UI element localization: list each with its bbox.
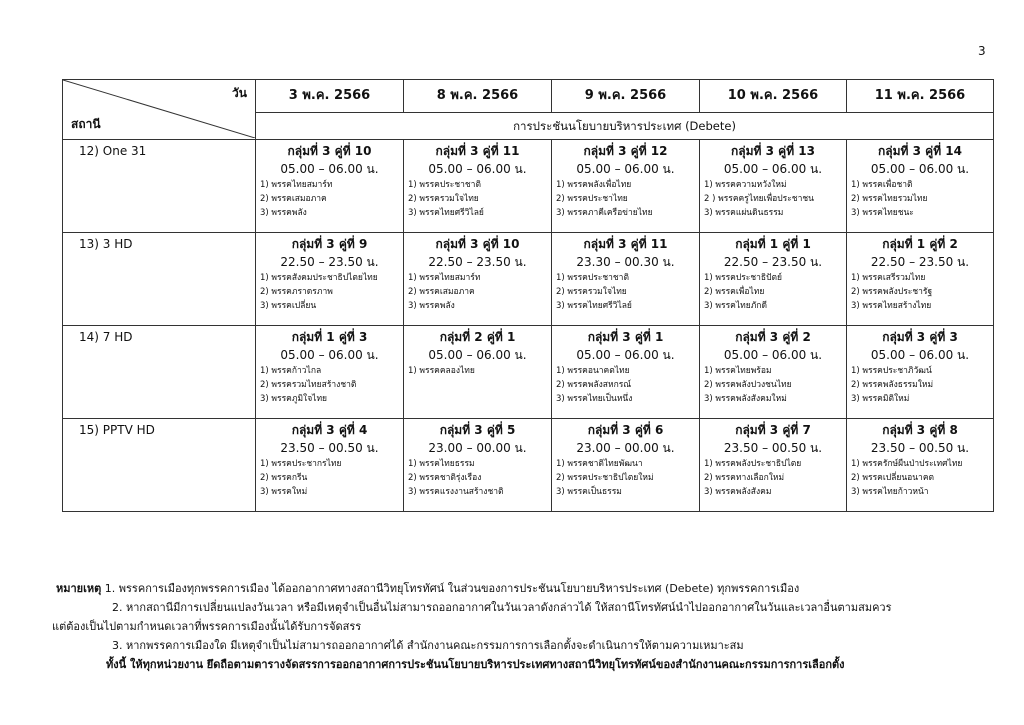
party-item: 3) พรรคพลังสังคมใหม่ xyxy=(704,394,787,404)
party-item: 3) พรรคพลัง xyxy=(260,208,307,218)
party-item: 3) พรรคมิติใหม่ xyxy=(851,394,910,404)
schedule-cell xyxy=(256,419,404,512)
party-item: 1) พรรครักษ์ผืนป่าประเทศไทย xyxy=(851,459,963,469)
party-item: 1) พรรคประชาชาติ xyxy=(408,180,481,190)
broadcast-time: 05.00 – 06.00 น. xyxy=(576,348,675,362)
broadcast-time: 05.00 – 06.00 น. xyxy=(428,348,527,362)
note-2-continued: แต่ต้องเป็นไปตามกำหนดเวลาที่พรรคการเมืองนั้นได้รับการจัดสรร xyxy=(52,620,362,633)
party-item: 3) พรรคเปลี่ยน xyxy=(260,301,317,311)
broadcast-time: 22.50 – 23.50 น. xyxy=(723,255,823,269)
note-4: ทั้งนี้ ให้ทุกหน่วยงาน ยึดถือตามตารางจัดสรรการออกอากาศการประชันนโยบายบริหารประเทศทางสถานีวิทยุโทรทัศน์ของสำนักงานคณะกรรมการการเลือกตั้ง xyxy=(106,658,845,671)
party-item: 3) พรรคไทยก้าวหน้า xyxy=(851,487,929,497)
group-pair-label: กลุ่มที่ 3 คู่ที่ 1 xyxy=(587,330,664,344)
schedule-cell xyxy=(256,326,404,419)
schedule-cell xyxy=(552,140,700,233)
party-item: 2) พรรคภราดรภาพ xyxy=(260,287,333,297)
group-pair-label: กลุ่มที่ 3 คู่ที่ 10 xyxy=(435,237,520,251)
schedule-cell xyxy=(847,419,994,512)
party-item: 1) พรรคความหวังใหม่ xyxy=(704,180,787,190)
party-item: 1) พรรคไทยสมาร์ท xyxy=(408,273,481,283)
group-pair-label: กลุ่มที่ 2 คู่ที่ 1 xyxy=(439,330,516,344)
schedule-cell xyxy=(552,233,700,326)
party-item: 3) พรรคภาคีเครือข่ายไทย xyxy=(556,208,653,218)
group-pair-label: กลุ่มที่ 1 คู่ที่ 2 xyxy=(882,237,958,251)
party-item: 3) พรรคไทยเป็นหนึ่ง xyxy=(556,394,633,404)
group-pair-label: กลุ่มที่ 3 คู่ที่ 9 xyxy=(291,237,368,251)
broadcast-time: 23.50 – 00.50 น. xyxy=(870,441,970,455)
party-item: 1) พรรคประชาชาติ xyxy=(556,273,629,283)
party-item: 2) พรรคกรีน xyxy=(260,473,308,483)
party-item: 2) พรรคพลังประชารัฐ xyxy=(851,287,933,297)
party-item: 2) พรรคประชาไทย xyxy=(556,194,628,204)
group-pair-label: กลุ่มที่ 3 คู่ที่ 8 xyxy=(882,423,958,437)
table-subtitle: การประชันนโยบายบริหารประเทศ (Debete) xyxy=(256,113,994,140)
broadcast-time: 05.00 – 06.00 น. xyxy=(723,162,823,176)
table-row xyxy=(63,326,994,419)
note-2: 2. หากสถานีมีการเปลี่ยนแปลงวันเวลา หรือมีเหตุจำเป็นอื่นไม่สามารถออกอากาศในวันเวลาดังกล่าวได้ ให้สถานีโทรทัศน์นำไปออกอากาศในวันและเวลาอื่นตามสมควร xyxy=(112,601,892,614)
group-pair-label: กลุ่มที่ 3 คู่ที่ 14 xyxy=(878,144,962,158)
notes-label: หมายเหตุ xyxy=(56,582,102,595)
broadcast-time: 05.00 – 06.00 น. xyxy=(280,348,379,362)
group-pair-label: กลุ่มที่ 1 คู่ที่ 1 xyxy=(735,237,811,251)
schedule-cell xyxy=(404,140,552,233)
broadcast-time: 05.00 – 06.00 น. xyxy=(870,162,970,176)
group-pair-label: กลุ่มที่ 1 คู่ที่ 3 xyxy=(291,330,368,344)
party-item: 1) พรรคไทยธรรม xyxy=(408,459,475,469)
group-pair-label: กลุ่มที่ 3 คู่ที่ 12 xyxy=(583,144,668,158)
station-label: สถานี xyxy=(71,117,101,131)
party-item: 1) พรรคอนาคตไทย xyxy=(556,366,630,376)
party-item: 2) พรรคเสมอภาค xyxy=(260,194,327,204)
schedule-cell xyxy=(404,233,552,326)
party-item: 3) พรรคไทยสร้างไทย xyxy=(851,301,932,311)
schedule-cell xyxy=(700,233,847,326)
party-item: 1) พรรคเสรีรวมไทย xyxy=(851,273,926,283)
group-pair-label: กลุ่มที่ 3 คู่ที่ 2 xyxy=(735,330,811,344)
notes-section xyxy=(52,579,1002,674)
date-header: 8 พ.ค. 2566 xyxy=(404,80,552,113)
schedule-cell xyxy=(256,140,404,233)
party-item: 1) พรรคเพื่อชาติ xyxy=(851,180,913,190)
date-header: 3 พ.ค. 2566 xyxy=(256,80,404,113)
broadcast-time: 22.50 – 23.50 น. xyxy=(870,255,970,269)
page-number: 3 xyxy=(978,44,986,58)
party-item: 2) พรรคพลังสหกรณ์ xyxy=(556,380,632,390)
schedule-cell xyxy=(700,140,847,233)
schedule-cell xyxy=(404,419,552,512)
party-item: 2) พรรคทางเลือกใหม่ xyxy=(704,473,785,483)
party-item: 2) พรรคไทยรวมไทย xyxy=(851,194,928,204)
party-item: 3) พรรคแรงงานสร้างชาติ xyxy=(408,487,504,497)
party-item: 1) พรรคก้าวไกล xyxy=(260,366,322,376)
note-1 xyxy=(52,579,1002,598)
table-row xyxy=(63,140,994,233)
party-item: 1) พรรคพลังเพื่อไทย xyxy=(556,180,632,190)
schedule-cell xyxy=(700,419,847,512)
party-item: 1) พรรคประชาธิปัตย์ xyxy=(704,273,782,283)
group-pair-label: กลุ่มที่ 3 คู่ที่ 4 xyxy=(291,423,368,437)
party-item: 1) พรรคคลองไทย xyxy=(408,366,475,376)
group-pair-label: กลุ่มที่ 3 คู่ที่ 11 xyxy=(435,144,520,158)
party-item: 2) พรรครวมใจไทย xyxy=(408,194,479,204)
broadcast-time: 05.00 – 06.00 น. xyxy=(428,162,527,176)
party-item: 2) พรรคพลังธรรมใหม่ xyxy=(851,380,934,390)
party-item: 3) พรรคภูมิใจไทย xyxy=(260,394,328,404)
party-item: 3) พรรคเป็นธรรม xyxy=(556,487,622,497)
party-item: 2) พรรคเปลี่ยนอนาคต xyxy=(851,473,935,483)
party-item: 1) พรรคไทยสมาร์ท xyxy=(260,180,333,190)
broadcast-time: 05.00 – 06.00 น. xyxy=(723,348,823,362)
party-item: 3) พรรคใหม่ xyxy=(260,487,308,497)
group-pair-label: กลุ่มที่ 3 คู่ที่ 5 xyxy=(439,423,516,437)
broadcast-time: 22.50 – 23.50 น. xyxy=(280,255,379,269)
broadcast-time: 23.30 – 00.30 น. xyxy=(576,255,675,269)
party-item: 1) พรรคประชากรไทย xyxy=(260,459,342,469)
broadcast-time: 05.00 – 06.00 น. xyxy=(280,162,379,176)
date-header: 9 พ.ค. 2566 xyxy=(552,80,700,113)
group-pair-label: กลุ่มที่ 3 คู่ที่ 10 xyxy=(287,144,372,158)
broadcast-time: 23.50 – 00.50 น. xyxy=(723,441,823,455)
note-1-text: 1. พรรคการเมืองทุกพรรคการเมือง ได้ออกอากาศทางสถานีวิทยุโทรทัศน์ ในส่วนของการประชันนโยบายบริหารประเทศ (Debete) ทุกพรรคการเมือง xyxy=(104,582,800,595)
party-item: 3) พรรคไทยภักดี xyxy=(704,301,767,311)
party-item: 1) พรรคไทยพร้อม xyxy=(704,366,772,376)
party-item: 3) พรรคแผ่นดินธรรม xyxy=(704,208,784,218)
broadcast-time: 23.50 – 00.50 น. xyxy=(280,441,379,455)
station-name: 14) 7 HD xyxy=(63,326,256,419)
party-item: 3) พรรคพลังสังคม xyxy=(704,487,772,497)
broadcast-time: 05.00 – 06.00 น. xyxy=(576,162,675,176)
group-pair-label: กลุ่มที่ 3 คู่ที่ 3 xyxy=(882,330,958,344)
station-name: 15) PPTV HD xyxy=(63,419,256,512)
group-pair-label: กลุ่มที่ 3 คู่ที่ 7 xyxy=(735,423,811,437)
table-row xyxy=(63,419,994,512)
party-item: 1) พรรคพลังประชาธิปไตย xyxy=(704,459,802,469)
group-pair-label: กลุ่มที่ 3 คู่ที่ 13 xyxy=(731,144,815,158)
broadcast-time: 23.00 – 00.00 น. xyxy=(576,441,675,455)
station-name: 13) 3 HD xyxy=(63,233,256,326)
party-item: 2 ) พรรคครูไทยเพื่อประชาชน xyxy=(704,194,814,204)
party-item: 2) พรรคประชาธิปไตยใหม่ xyxy=(556,473,654,483)
party-item: 2) พรรครวมไทยสร้างชาติ xyxy=(260,380,357,390)
party-item: 2) พรรคเสมอภาค xyxy=(408,287,475,297)
schedule-table xyxy=(62,79,994,512)
broadcast-time: 23.00 – 00.00 น. xyxy=(428,441,527,455)
schedule-cell xyxy=(700,326,847,419)
party-item: 3) พรรคไทยศรีวิไลย์ xyxy=(408,208,484,218)
party-item: 1) พรรคสังคมประชาธิปไตยไทย xyxy=(260,273,378,283)
schedule-cell xyxy=(256,233,404,326)
party-item: 1) พรรคชาติไทยพัฒนา xyxy=(556,459,643,469)
group-pair-label: กลุ่มที่ 3 คู่ที่ 11 xyxy=(583,237,668,251)
schedule-cell xyxy=(552,419,700,512)
date-header: 10 พ.ค. 2566 xyxy=(700,80,847,113)
party-item: 3) พรรคพลัง xyxy=(408,301,455,311)
party-item: 2) พรรคพลังปวงชนไทย xyxy=(704,380,792,390)
schedule-cell xyxy=(404,326,552,419)
schedule-cell xyxy=(847,233,994,326)
note-3: 3. หากพรรคการเมืองใด มีเหตุจำเป็นไม่สามารถออกอากาศได้ สำนักงานคณะกรรมการการเลือกตั้งจะดำเนินการให้ตามความเหมาะสม xyxy=(112,639,744,652)
broadcast-time: 05.00 – 06.00 น. xyxy=(870,348,970,362)
table-row xyxy=(63,233,994,326)
day-label: วัน xyxy=(232,86,247,100)
party-item: 3) พรรคไทยชนะ xyxy=(851,208,914,218)
party-item: 2) พรรครวมใจไทย xyxy=(556,287,627,297)
party-item: 2) พรรคชาติรุ่งเรือง xyxy=(408,473,482,483)
group-pair-label: กลุ่มที่ 3 คู่ที่ 6 xyxy=(587,423,664,437)
header-corner xyxy=(63,80,256,140)
schedule-cell xyxy=(847,326,994,419)
party-item: 2) พรรคเพื่อไทย xyxy=(704,287,765,297)
schedule-cell xyxy=(552,326,700,419)
schedule-cell xyxy=(847,140,994,233)
party-item: 3) พรรคไทยศรีวิไลย์ xyxy=(556,301,632,311)
broadcast-time: 22.50 – 23.50 น. xyxy=(428,255,527,269)
date-header: 11 พ.ค. 2566 xyxy=(847,80,994,113)
party-item: 1) พรรคประชาภิวัฒน์ xyxy=(851,366,932,376)
station-name: 12) One 31 xyxy=(63,140,256,233)
